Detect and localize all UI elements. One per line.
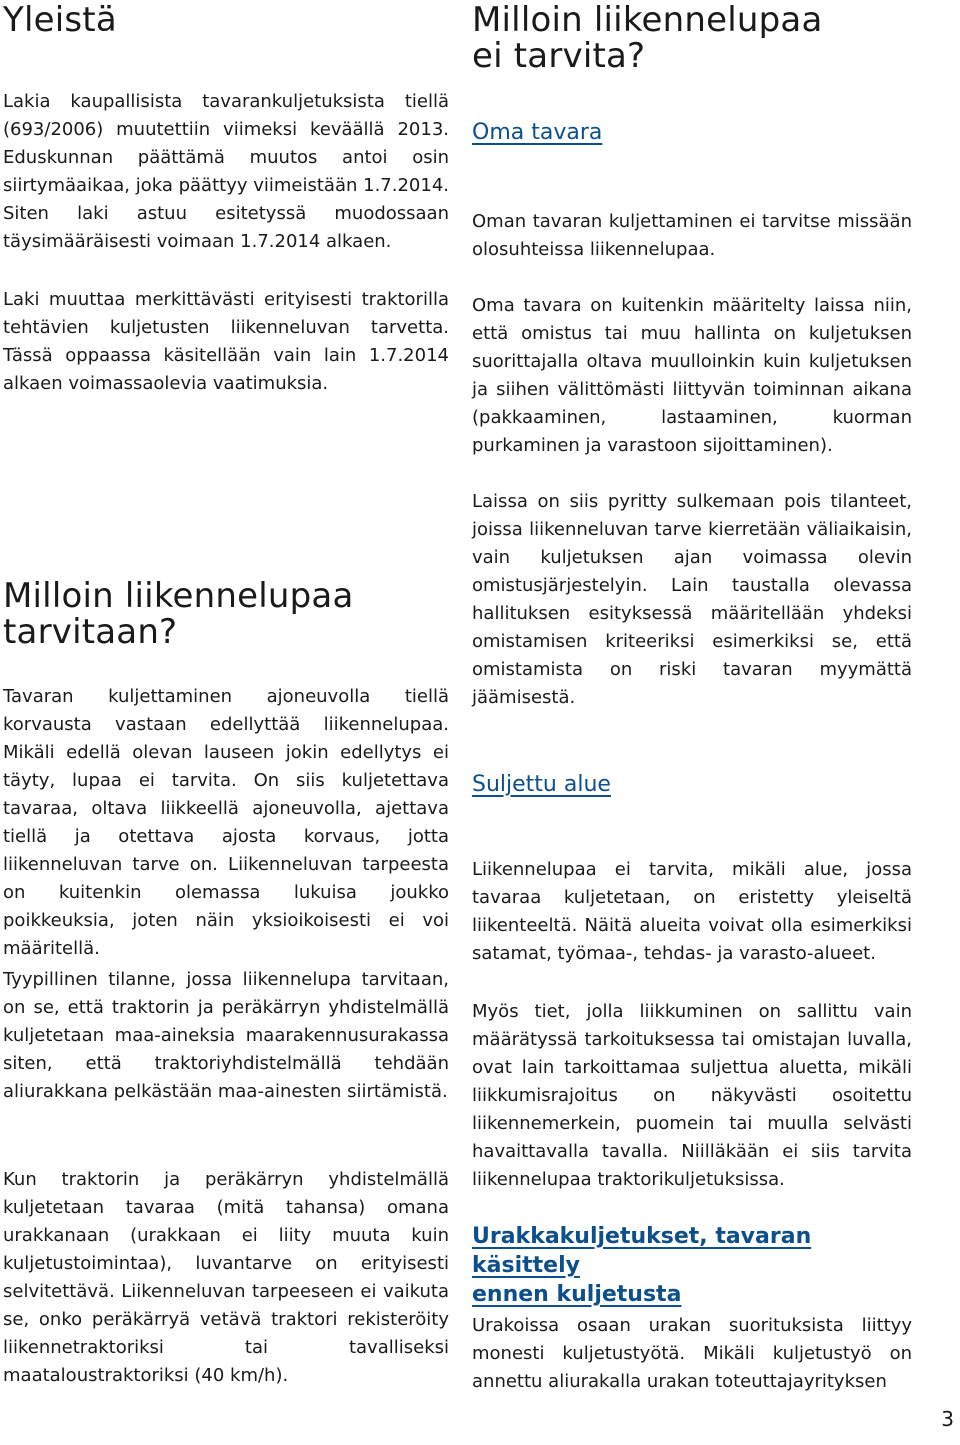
subheading-line-2: ennen kuljetusta [472,1282,682,1307]
subheading-contract-transport [472,1222,912,1309]
paragraph-own-goods-definition: Oma tavara on kuitenkin määritelty laissa niin, että omistus tai muu hallinta on kuljetuksen suorittajalla oltava muulloinkin kuin kuljetuksen ja siihen välittömästi liittyvän toiminnan aikana (pakkaaminen, lastaaminen, kuorman purkaminen ja varastoon sijoittaminen). [472,295,912,456]
heading-line-1: Milloin liikennelupaa [472,0,823,40]
subheading-closed-area: Suljettu alue [472,772,611,797]
paragraph-own-goods: Oman tavaran kuljettaminen ei tarvitse missään olosuhteissa liikennelupaa. [472,211,912,260]
paragraph-law-change: Lakia kaupallisista tavarankuljetuksista tiellä (693/2006) muutettiin viimeksi keväällä 2013. Eduskunnan päättämä muutos antoi osin siirtymäaikaa, joka päättyy viimeistään 1.7.2014. Siten laki astuu esitetyssä muodossaan täysimääräisesti voimaan 1.7.2014 alkaen. [3,91,449,252]
section-heading-yleista: Yleistä [3,0,117,40]
section-heading-permit-not-required [472,2,912,74]
paragraph-typical-case: Tyypillinen tilanne, jossa liikennelupa tarvitaan, on se, että traktorin ja peräkärryn yhdistelmällä kuljetetaan maa-aineksia maarakennusurakassa siten, että traktoriyhdistelmällä tehdään aliurakkana pelkästään maa-ainesten siirtämistä. [3,969,449,1102]
paragraph-closed-area: Liikennelupaa ei tarvita, mikäli alue, jossa tavaraa kuljetetaan, on eristetty yleiseltä liikenteeltä. Näitä alueita voivat olla esimerkiksi satamat, työmaa-, tehdas- ja varasto-alueet. [472,859,912,964]
paragraph-restricted-roads: Myös tiet, jolla liikkuminen on sallittu vain määrätyssä tarkoituksessa tai omistajan luvalla, ovat lain tarkoittamaa suljettua aluetta, mikäli liikkumisrajoitus on näkyvästi osoitettu liikennemerkein, puomein tai muulla selvästi havaittavalla tavalla. Niilläkään ei siis tarvita liikennelupaa traktorikuljetuksissa. [472,1001,912,1190]
paragraph-ownership-arrangements: Laissa on siis pyritty sulkemaan pois tilanteet, joissa liikenneluvan tarve kierretään väliaikaisin, vain kuljetuksen ajan voimassa olevin omistusjärjestelyin. Lain taustalla olevassa hallituksen esityksessä määritellään yhdeksi omistamisen kriteeriksi esimerkiksi se, että omistamista on riski tavaran myymättä jäämisestä. [472,491,912,708]
subheading-own-goods: Oma tavara [472,120,603,145]
heading-line-2: tarvitaan? [3,612,178,652]
subheading-line-1: Urakkakuljetukset, tavaran käsittely [472,1224,812,1278]
paragraph-permit-conditions: Tavaran kuljettaminen ajoneuvolla tiellä korvausta vastaan edellyttää liikennelupaa. Mikäli edellä olevan lauseen jokin edellytys ei täyty, lupaa ei tarvita. On siis kuljetettava tavaraa, oltava liikkeellä ajoneuvolla, ajettava tiellä ja otettava ajosta korvaus, jotta liikenneluvan tarve on. Liikenneluvan tarpeesta on kuitenkin olemassa lukuisa joukko poikkeuksia, joten näin yksioikoisesti ei voi määritellä. [3,686,449,959]
heading-line-1: Milloin liikennelupaa [3,576,354,616]
heading-line-2: ei tarvita? [472,36,646,76]
paragraph-contracts: Urakoissa osaan urakan suorituksista liittyy monesti kuljetustyötä. Mikäli kuljetustyö on annettu aliurakalla urakan toteuttajayrityksen [472,1315,912,1392]
page-number: 3 [941,1407,954,1431]
paragraph-own-contract: Kun traktorin ja peräkärryn yhdistelmällä kuljetetaan tavaraa (mitä tahansa) omana urakkanaan (urakkaan ei liity muuta kuin kuljetustoimintaa), luvantarve on erityisesti selvitettävä. Liikenneluvan tarpeeseen ei vaikuta se, onko peräkärryä vetävä traktori rekisteröity liikennetraktoriksi tai tavalliseksi maataloustraktoriksi (40 km/h). [3,1169,449,1386]
paragraph-law-effect: Laki muuttaa merkittävästi erityisesti traktorilla tehtävien kuljetusten liikenneluvan tarvetta. Tässä oppaassa käsitellään vain lain 1.7.2014 alkaen voimassaolevia vaatimuksia. [3,289,449,394]
section-heading-permit-required [3,578,443,650]
